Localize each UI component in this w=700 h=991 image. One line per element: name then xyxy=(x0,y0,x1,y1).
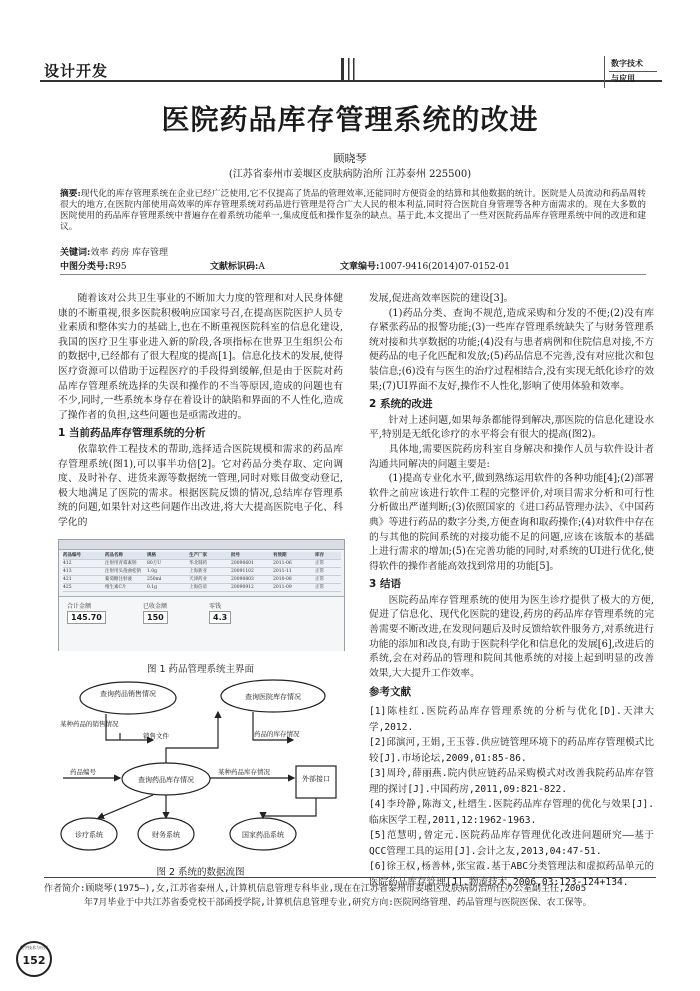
label-pharmacist: 某种药品的销售情况 xyxy=(60,720,119,728)
label-query-drug-stock: 查询药品库存情况 xyxy=(138,776,194,784)
journal-badge-top: 数字技术 xyxy=(611,59,643,68)
reference-item: [1]陈桂红.医院药品库存管理系统的分析与优化[D].天津大学,2012. xyxy=(369,706,654,733)
table-row: 425 维生素C片 0.1g 上海信谊 20090912 2011-09 正常 xyxy=(63,584,341,592)
abstract-label: 摘要: xyxy=(60,189,81,199)
articleno-label: 文章编号: xyxy=(340,262,380,272)
section-1-continuation: 发展,促进高效率医院的建设[3]。 xyxy=(369,293,514,304)
reference-item: [5]范慧明,曾定元.医院药品库存管理优化改进问题研究——基于QCC管理工具的运用[J].会计之友,2013,04:47-51. xyxy=(369,830,654,857)
fig1-paid-value: 150 xyxy=(143,611,168,624)
author-affiliation: (江苏省泰州市姜堰区皮肤病防治所 江苏泰州 225500) xyxy=(228,169,472,180)
label-sales-file: 销售文件 xyxy=(143,732,169,740)
fig1-paid-label: 已收金额 xyxy=(143,603,168,610)
page-number: 152 xyxy=(22,954,46,967)
footer-rule xyxy=(44,877,656,878)
table-row: 412 注射用青霉素钠 80万U 华北制药 20090601 2011-06 正常 xyxy=(63,560,341,568)
keywords-value: 效率 药房 库存管理 xyxy=(90,248,169,258)
document-code xyxy=(210,259,265,272)
abstract xyxy=(60,189,646,233)
label-item-stock: 某种药品库存情况 xyxy=(218,768,270,776)
reference-item: [6]徐王权,杨善林,张宝霞.基于ABC分类管理法和虚拟药品单元的医院药品库存管理[J].物流技术,2006,03:123-124+134. xyxy=(369,861,654,888)
references-heading: 参考文献 xyxy=(369,686,411,699)
author-bio xyxy=(44,882,656,910)
label-drug-code: 药品编号 xyxy=(70,768,96,776)
article-title: 医院药品库存管理系统的改进 xyxy=(161,103,539,136)
page-badge-text: 数字技术与应用 xyxy=(20,945,48,950)
section-2-heading: 2 系统的改进 xyxy=(369,398,433,411)
label-sales-query: 查询药品销售情况 xyxy=(100,690,156,698)
label-diagnosis: 诊疗系统 xyxy=(75,831,103,839)
problem-list-paragraph: (1)药品分类、查询不规范,造成采购和分发的不便;(2)没有库存紧张药品的报警功能;(3)一些库存管理系统缺失了与财务管理系统对接和共享数据的功能;(4)没有与患者病例和住院信息对接,不方便药品的电子化匹配和发放;(5)药品信息不完善,没有对应批次和包装信息;(6)没有与医生的治疗过程相结合,没有实现无纸化诊疗的效果;(7)UI界面不友好,操作不人性化,影响了使用体验和效率。 xyxy=(369,307,654,392)
clc-value: R95 xyxy=(108,262,127,272)
fig1-total-value: 145.70 xyxy=(67,611,106,624)
section-1-paragraph: 依靠软件工程技术的帮助,选择适合医院规模和需求的药品库存管理系统(图1),可以事半功倍[2]。它对药品分类存取、定向调度、及时补存、进货来源等数据统一管理,同时对账目做变动登记,极大地满足了医院的需求。根据医院反馈的情况,总结库存管理系统的问题,如果针对这些问题作出改进,将大大提高医院电子化、科学化的 xyxy=(58,443,343,528)
fig1-change-label: 零钱 xyxy=(209,603,222,610)
table-row: 413 注射用头孢曲松钠 1.0g 上海新亚 20091102 2011-11 正常 xyxy=(63,568,341,576)
article-number xyxy=(340,259,510,272)
abstract-text: 现代化的库存管理系统在企业已经广泛使用,它不仅提高了货品的管理效率,还能同时方便资金的结算和其他数据的统计。医院是人员流动和药品周转很大的地方,在医院内部使用高效率的库存管理系统对药品进行管理是符合广大人民的根本利益,同时符合医院自身管理等各种方面需求的。现在大多数的医院使用的药品库存管理系统中普遍存在着系统功能单一,集成度低和操作复杂的缺点。基于此,本文提出了一些对医院药品库存管理系统中间的改进和建议。 xyxy=(60,189,646,232)
label-finance: 财务系统 xyxy=(152,831,180,839)
section-2-paragraph-2: 具体地,需要医院药房科室自身解决和操作人员与软件设计者沟通共同解决的问题主要是: xyxy=(369,443,654,470)
doccode-label: 文献标识码: xyxy=(210,262,259,272)
figure-2-caption: 图 2 系统的数据流图 xyxy=(156,867,245,878)
section-2-paragraph-3: (1)提高专业化水平,做到熟练运用软件的各种功能[4];(2)部署软件之前应该进行软件工程的完整评价,对项目需求分析和可行性分析做出严谨判断;(3)依照国家的《进口药品管理办法》、《中国药典》等进行药品的数字分类,方便查询和取药操作;(4)对软件中存在的与其他的院间系统的对接功能不足的问题,应该在该版本的基础上进行需求的增加;(5)在完善功能的同时,对系统的UI进行优化,使得软件的操作者能高效找到常用的功能[5]。 xyxy=(369,473,654,572)
author-bio-line-2: 年7月毕业于中共江苏省委党校干部函授学院,计算机信息管理专业,研究方向:医院网络管理、药品管理与医院医保、农工保等。 xyxy=(84,898,592,908)
fig1-header-row: 药品编号 药品名称 规格 生产厂家 批号 有效期 库存 xyxy=(63,552,341,560)
node-sales-query xyxy=(80,682,176,714)
clc-number xyxy=(60,259,127,272)
reference-item: [2]邱演河,王娟,王玉蓉.供应链管理环境下的药品库存管理模式比较[J].市场论坛,2009,01:85-86. xyxy=(369,737,654,764)
section-1-heading: 1 当前药品库存管理系统的分析 xyxy=(58,427,206,440)
keywords-label: 关键词: xyxy=(60,248,91,258)
articleno-value: 1007-9416(2014)07-0152-01 xyxy=(379,262,510,272)
references-list xyxy=(369,704,654,890)
label-external-interface: 外部接口 xyxy=(302,775,330,783)
left-column xyxy=(58,292,343,531)
author-bio-line-1: 作者简介:顾晓琴(1975—),女,江苏省泰州人,计算机信息管理专科毕业,现在在江苏省泰州市姜堰区皮肤病防治所任办公室副主任,2005 xyxy=(44,884,587,894)
label-hospital-stock: 查询医院库存情况 xyxy=(245,693,301,701)
header-divider-bars-icon xyxy=(338,58,362,82)
journal-badge-bottom: 与应用 xyxy=(611,74,635,83)
table-row: 421 葡萄糖注射液 250ml 天津药业 20090803 2010-08 正常 xyxy=(63,576,341,584)
page-number-badge xyxy=(16,941,52,977)
figure-1-caption: 图 1 药品管理系统主界面 xyxy=(146,664,255,675)
doccode-value: A xyxy=(258,262,265,272)
section-label: 设计开发 xyxy=(44,62,109,80)
figure-2-dataflow-diagram xyxy=(58,678,343,858)
clc-label: 中图分类号: xyxy=(60,262,109,272)
section-3-heading: 3 结语 xyxy=(369,578,401,591)
abstract-rule xyxy=(60,274,646,275)
reference-item: [3]周玲,薛丽燕.院内供应链药品采购模式对改善我院药品库存管理的探讨[J].中国药房,2011,09:821-822. xyxy=(369,768,654,795)
fig1-change-value: 4.3 xyxy=(209,611,231,624)
fig1-total-label: 合计金额 xyxy=(67,603,92,610)
journal-badge xyxy=(604,56,661,88)
figure-1-screenshot xyxy=(58,539,345,651)
header-rule xyxy=(40,80,662,82)
fig1-totals-panel xyxy=(59,596,344,651)
keywords xyxy=(60,245,168,258)
reference-item: [4]李玲静,陈海文,杜缙生.医院药品库存管理的优化与效果[J].临床医学工程,2011,12:1962-1963. xyxy=(369,799,654,826)
label-stock-status: 药品的库存情况 xyxy=(254,730,300,738)
right-column xyxy=(369,292,654,890)
intro-paragraph: 随着该对公共卫生事业的不断加大力度的管理和对人民身体健康的不断重视,很多医院积极响应国家号召,在提高医院医护人员专业素质和整体实力的基础上,也在不断重视医院科室的信息化建设,我国的医疗卫生事业进入新的阶段,各项指标在世界卫生组织公布的数据中,已经都有了很大程度的提高[1]。信息化技术的发展,使得医疗资源可以借助于远程医疗的手段得到缓解,但是由于医院对药品库存管理系统选择的失误和操作的不当等原因,造成的问题也有不少,同时,一些系统本身存在着设计的缺陷和界面的不人性化,造成了操作者的负担,这些问题也是亟需改进的。 xyxy=(58,293,343,421)
section-3-paragraph: 医院药品库存管理系统的使用为医生诊疗提供了极大的方便,促进了信息化、现代化医院的建设,药房的药品库存管理系统的完善需要不断改进,在发现问题后及时反馈给软件服务方,对系统进行功能的添加和改良,有助于医院科学化和信息化的发展[6],改进后的系统,会在对药品的管理和院间其他系统的对接上起到明显的改善效果,大大提升工作效率。 xyxy=(369,594,654,679)
section-2-paragraph-1: 针对上述问题,如果每条都能得到解决,那医院的信息化建设水平,特别是无纸化诊疗的水平将会有很大的提高(图2)。 xyxy=(369,414,654,441)
label-national-db: 国家药品系统 xyxy=(242,831,284,839)
author-name: 顾晓琴 xyxy=(333,152,367,165)
